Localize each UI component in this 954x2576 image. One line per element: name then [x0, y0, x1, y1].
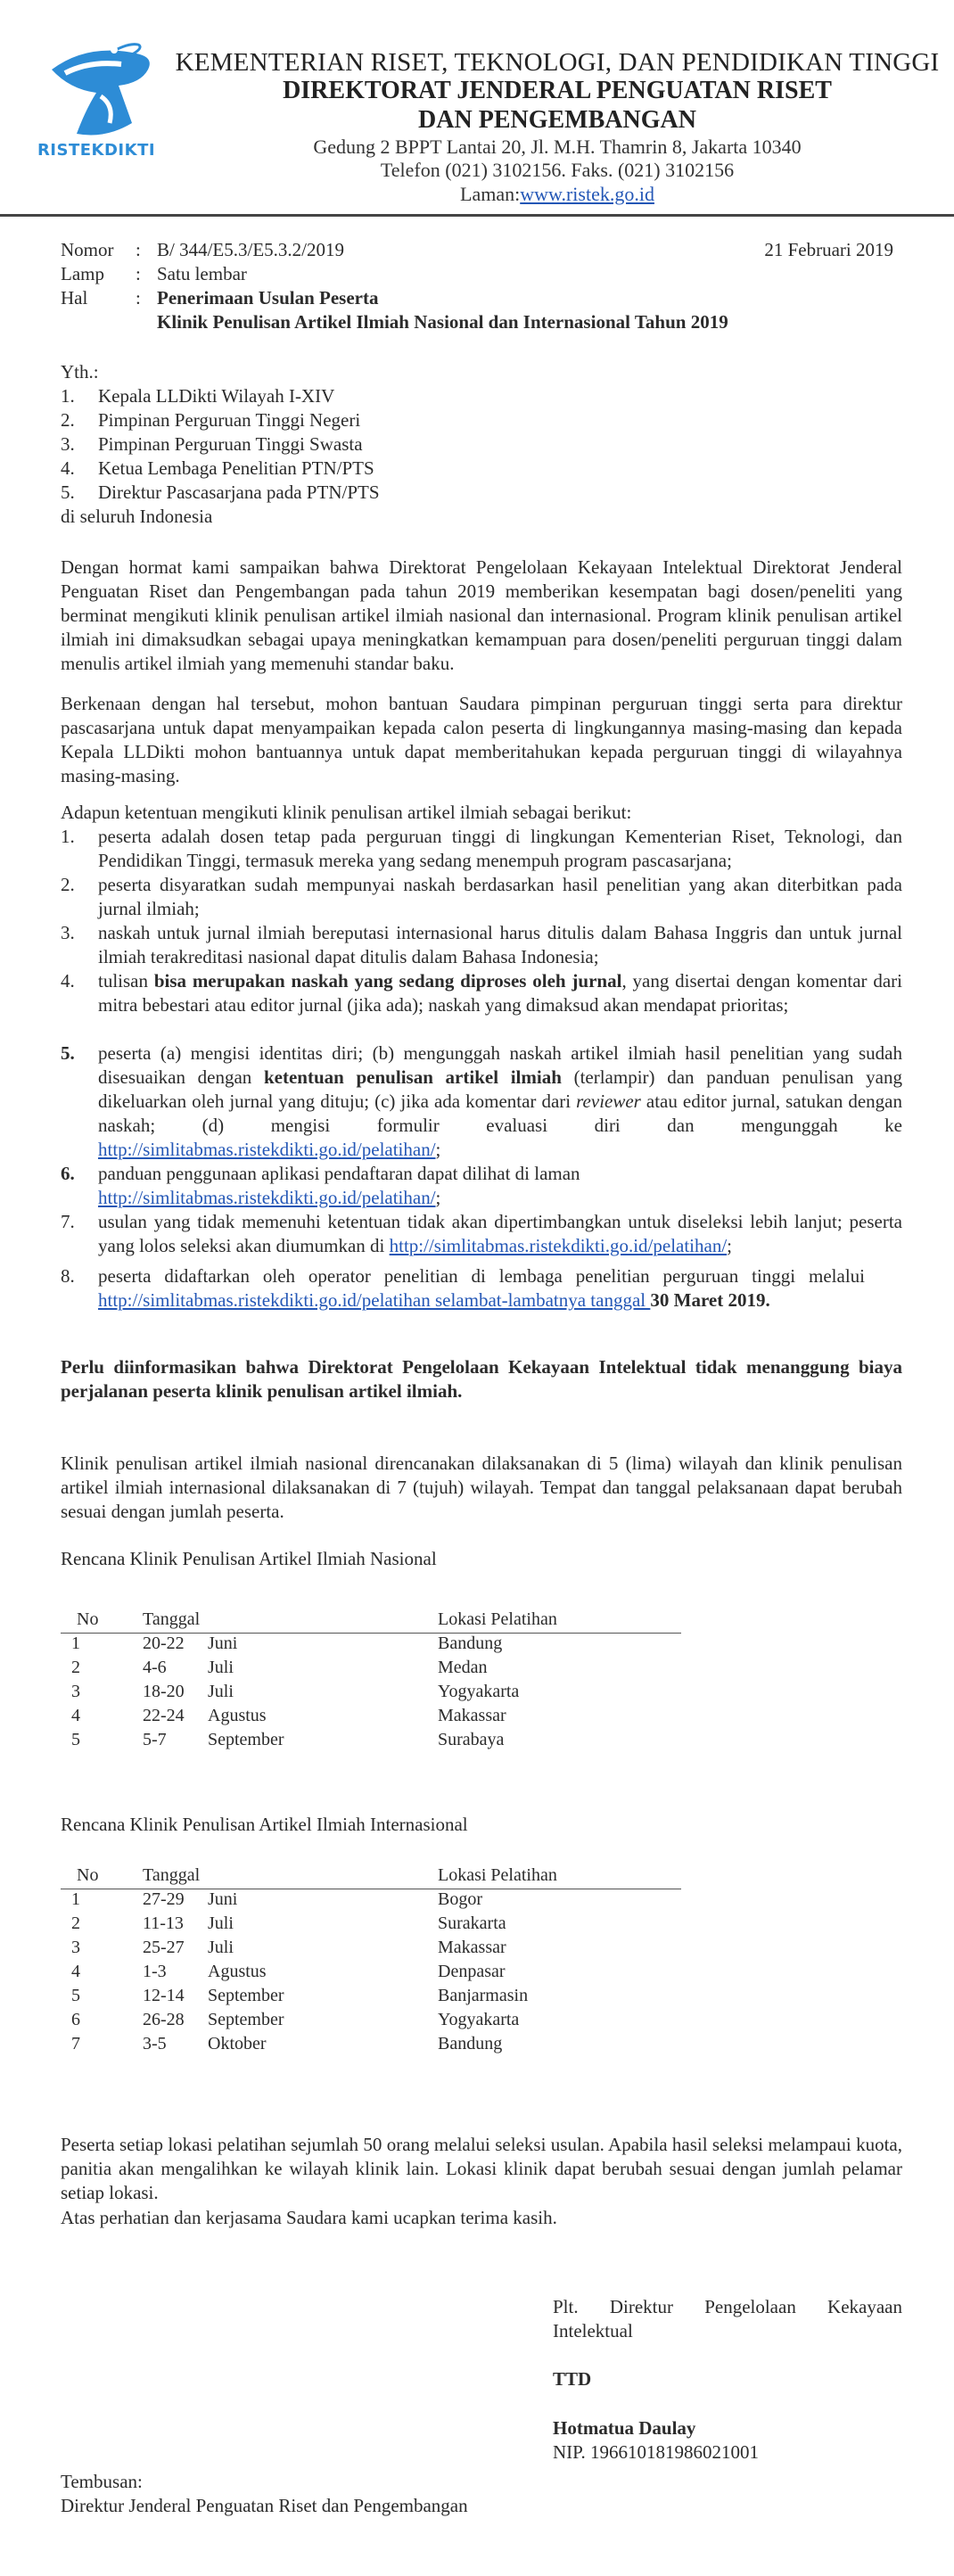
signatory-name: Hotmatua Daulay [553, 2417, 696, 2439]
signature-ttd: TTD [553, 2368, 592, 2390]
hal-label: Hal [61, 287, 88, 309]
table-row: 5 12-14 September Banjarmasin [71, 1986, 529, 2005]
office-phone: Telefon (021) 3102156. Faks. (021) 3102156 [380, 159, 735, 181]
letterhead [0, 0, 954, 223]
paragraph-schedule: Klinik penulisan artikel ilmiah nasional direncanakan dilaksanakan di 5 (lima) wilayah dan klinik penulisan artikel ilmiah internasional dilaksanakan di 7 (tujuh) wilayah. Tempat dan tanggal pelaksanaan dapat berubah sesuai dengan jumlah peserta. [61, 1453, 902, 1522]
addressee-item: 3. Pimpinan Perguruan Tinggi Swasta [61, 433, 363, 455]
cc-label: Tembusan: [61, 2471, 143, 2492]
national-schedule-table [61, 1609, 681, 1754]
paragraph-request: Berkenaan dengan hal tersebut, mohon bantuan Saudara pimpinan perguruan tinggi serta para direktur pascasarjana untuk dapat menyampaikan kepada calon peserta di lingkungannya masing-masing dan kepada Kepala LLDikti mohon bantuannya untuk dapat memberitahukan kepada perguruan tinggi di wilayahnya masing-masing. [61, 693, 902, 786]
table-row: 5 5-7 September Surabaya [71, 1730, 505, 1749]
office-address: Gedung 2 BPPT Lantai 20, Jl. M.H. Thamrin 8, Jakarta 10340 [313, 136, 802, 158]
table-row: 2 4-6 Juli Medan [71, 1658, 488, 1677]
table-header: No Tanggal Lokasi Pelatihan [61, 1865, 681, 1889]
table-row: 1 20-22 Juni Bandung [71, 1634, 503, 1653]
table-row: 1 27-29 Juni Bogor [71, 1889, 482, 1909]
lamp-label: Lamp [61, 263, 104, 284]
hal-value-line1: Penerimaan Usulan Peserta [157, 287, 379, 309]
addressee-item: 4. Ketua Lembaga Penelitian PTN/PTS [61, 457, 374, 479]
notice-travel-cost: Perlu diinformasikan bahwa Direktorat Pengelolaan Kekayaan Intelektual tidak menanggung biaya perjalanan peserta klinik penulisan artikel ilmiah. [61, 1356, 902, 1402]
international-table-title: Rencana Klinik Penulisan Artikel Ilmiah Internasional [61, 1814, 468, 1835]
lamp-value: Satu lembar [157, 263, 247, 284]
addressee-item: 1. Kepala LLDikti Wilayah I-XIV [61, 385, 335, 407]
greeting: Yth.: [61, 361, 99, 383]
paragraph-quota: Peserta setiap lokasi pelatihan sejumlah 50 orang melalui seleksi usulan. Apabila hasil seleksi melampaui kuota, panitia akan mengalihkan ke wilayah klinik lain. Lokasi klinik dapat berubah sesuai dengan jumlah pelamar setiap lokasi. [61, 2134, 902, 2203]
letterhead-divider [0, 214, 954, 217]
table-row: 6 26-28 September Yogyakarta [71, 2010, 520, 2029]
signatory-nip: NIP. 196610181986021001 [553, 2441, 760, 2463]
website-label: Laman: [460, 183, 521, 205]
international-schedule-table [61, 1865, 681, 2058]
website-link[interactable]: www.ristek.go.id [520, 183, 654, 205]
letter-date: 21 Februari 2019 [764, 239, 893, 260]
pelatihan-link[interactable]: http://simlitabmas.ristekdikti.go.id/pelatihan/ [98, 1187, 436, 1208]
table-row: 3 25-27 Juli Makassar [71, 1938, 506, 1957]
ministry-name: KEMENTERIAN RISET, TEKNOLOGI, DAN PENDIDIKAN TINGGI [175, 48, 940, 77]
addressee-closing: di seluruh Indonesia [61, 506, 213, 527]
table-row: 3 18-20 Juli Yogyakarta [71, 1682, 520, 1701]
office-website [160, 183, 954, 206]
table-row: 4 1-3 Agustus Denpasar [71, 1962, 506, 1981]
logo-wordmark: RISTEKDIKTI [37, 141, 156, 160]
paragraph-intro: Dengan hormat kami sampaikan bahwa Direktorat Pengelolaan Kekayaan Intelektual Direktorat Jenderal Penguatan Riset dan Pengembangan pada tahun 2019 memberikan kesempatan bagi dosen/peneliti yang berminat mengikuti klinik penulisan artikel ilmiah nasional dan internasional. Program klinik penulisan artikel ilmiah ini dimaksudkan sebagai upaya meningkatkan kemampuan para dosen/peneliti perguruan tinggi dalam menulis artikel ilmiah yang memenuhi standar baku. [61, 556, 902, 674]
signatory-title: Plt. Direktur Pengelolaan Kekayaan Intelektual [553, 2296, 902, 2341]
addressee-item: 5. Direktur Pascasarjana pada PTN/PTS [61, 481, 380, 503]
pelatihan-link[interactable]: http://simlitabmas.ristekdikti.go.id/pelatihan/ [389, 1235, 728, 1256]
directorate-name-line1: DIREKTORAT JENDERAL PENGUATAN RISET [283, 77, 832, 104]
requirements-intro: Adapun ketentuan mengikuti klinik penulisan artikel ilmiah sebagai berikut: [61, 802, 632, 823]
table-header: No Tanggal Lokasi Pelatihan [61, 1609, 681, 1634]
table-row: 7 3-5 Oktober Bandung [71, 2034, 503, 2053]
addressee-item: 2. Pimpinan Perguruan Tinggi Negeri [61, 409, 361, 431]
cc-recipient: Direktur Jenderal Penguatan Riset dan Pengembangan [61, 2495, 468, 2516]
table-row: 2 11-13 Juli Surakarta [71, 1913, 506, 1933]
nomor-value: B/ 344/E5.3/E5.3.2/2019 [157, 239, 344, 260]
table-row: 4 22-24 Agustus Makassar [71, 1706, 506, 1725]
pelatihan-link[interactable]: http://simlitabmas.ristekdikti.go.id/pelatihan/ [98, 1139, 436, 1160]
national-table-title: Rencana Klinik Penulisan Artikel Ilmiah Nasional [61, 1548, 437, 1569]
nomor-label: Nomor [61, 239, 114, 260]
closing-thanks: Atas perhatian dan kerjasama Saudara kami ucapkan terima kasih. [61, 2207, 557, 2228]
hal-value-line2: Klinik Penulisan Artikel Ilmiah Nasional dan Internasional Tahun 2019 [157, 311, 728, 333]
pelatihan-deadline-link[interactable]: http://simlitabmas.ristekdikti.go.id/pelatihan selambat-lambatnya tanggal [98, 1289, 651, 1311]
directorate-name-line2: DAN PENGEMBANGAN [418, 106, 696, 134]
